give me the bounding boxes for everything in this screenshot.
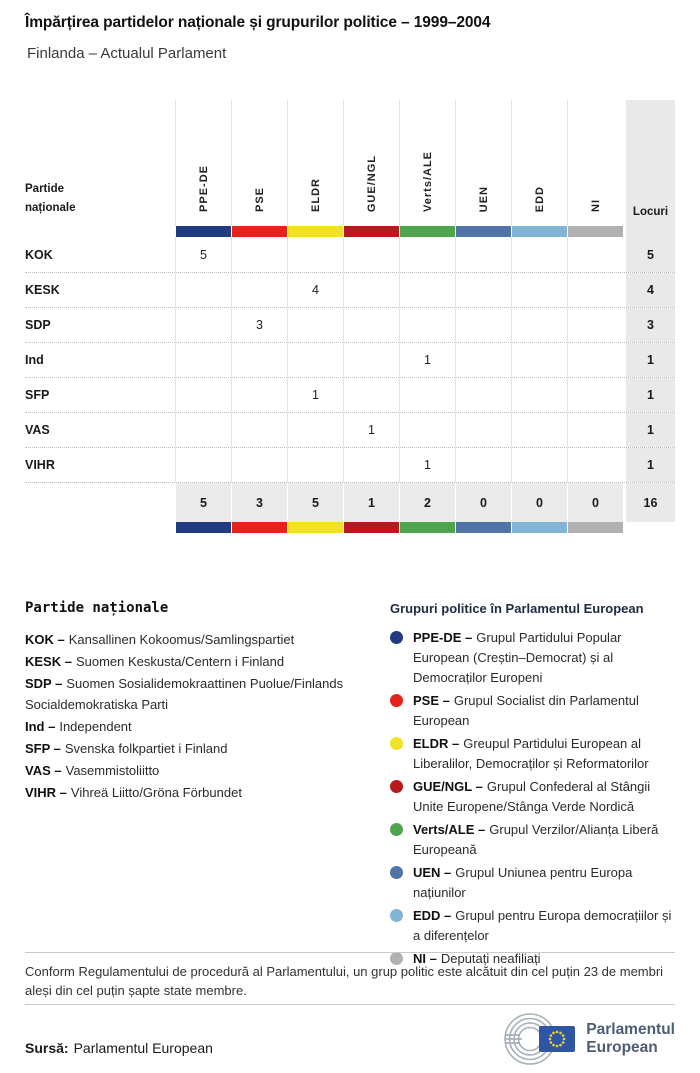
seats-cell: 1 bbox=[623, 378, 675, 412]
column-header-edd: EDD bbox=[511, 100, 567, 226]
table-totals-row: 5 3 5 1 2 0 0 0 16 bbox=[25, 482, 675, 522]
group-color-bar bbox=[175, 522, 231, 533]
table-row-kesk: KESK 4 4 bbox=[25, 272, 675, 307]
legend-item-gue-ngl: GUE/NGL – Grupul Confederal al Stângii Unite Europene/Stânga Verde Nordică bbox=[390, 777, 680, 817]
row-header-label: Partide naționale bbox=[25, 183, 76, 214]
page-subtitle: Finlanda – Actualul Parlament bbox=[27, 45, 227, 62]
group-color-bar bbox=[511, 522, 567, 533]
seats-cell: 1 bbox=[623, 448, 675, 482]
party-label: KESK bbox=[25, 283, 60, 297]
ppe-de-color-dot bbox=[390, 631, 403, 644]
column-header-ppe-de: PPE-DE bbox=[175, 100, 231, 226]
column-header-verts-ale: Verts/ALE bbox=[399, 100, 455, 226]
group-color-bar bbox=[343, 226, 399, 237]
group-color-bar bbox=[175, 226, 231, 237]
table-row-sfp: SFP 1 1 bbox=[25, 377, 675, 412]
table-row-vihr: VIHR 1 1 bbox=[25, 447, 675, 482]
uen-color-dot bbox=[390, 866, 403, 879]
footer-divider-top bbox=[25, 952, 675, 953]
table-row-vas: VAS 1 1 bbox=[25, 412, 675, 447]
legend-item-uen: UEN – Grupul Uniunea pentru Europa națiunilor bbox=[390, 863, 680, 903]
eu-flag-icon bbox=[539, 1026, 575, 1052]
legend-item-vihr: VIHR – Vihreä Liitto/Gröna Förbundet bbox=[25, 785, 242, 800]
party-label: KOK bbox=[25, 247, 53, 262]
legend-item-verts-ale: Verts/ALE – Grupul Verzilor/Alianța Liberă Europeană bbox=[390, 820, 680, 860]
legend-item-ni: NI – Deputați neafiliați bbox=[390, 949, 680, 969]
legend-item-sdp: SDP – Suomen Sosialidemokraattinen Puolue/Finlands Socialdemokratiska Parti bbox=[25, 676, 344, 712]
party-label: VIHR bbox=[25, 458, 55, 472]
legend-parties-heading: Partide naționale bbox=[25, 600, 169, 616]
legend-item-ppe-de: PPE-DE – Grupul Partidului Popular European (Creștin–Democrat) și al Democraților Europeni bbox=[390, 628, 680, 688]
gue-ngl-color-dot bbox=[390, 780, 403, 793]
european-parliament-logo bbox=[503, 1012, 675, 1066]
legend-political-groups bbox=[390, 601, 680, 972]
group-color-bar bbox=[567, 522, 623, 533]
legend-item-ind: Ind – Independent bbox=[25, 719, 132, 734]
party-label: Ind bbox=[25, 353, 44, 367]
seats-cell: 4 bbox=[623, 273, 675, 307]
logo-wordmark: Parlamentul European bbox=[586, 1021, 675, 1056]
group-color-bar bbox=[399, 226, 455, 237]
group-color-bar bbox=[567, 226, 623, 237]
source-line bbox=[25, 1040, 213, 1056]
column-header-eldr: ELDR bbox=[287, 100, 343, 226]
edd-color-dot bbox=[390, 909, 403, 922]
column-header-uen: UEN bbox=[455, 100, 511, 226]
pse-color-dot bbox=[390, 694, 403, 707]
group-color-bar bbox=[287, 522, 343, 533]
group-color-bar bbox=[287, 226, 343, 237]
legend-national-parties bbox=[25, 600, 370, 804]
table-row-sdp: SDP 3 3 bbox=[25, 307, 675, 342]
table-header-row bbox=[25, 100, 675, 226]
footer-divider-bottom bbox=[25, 1004, 675, 1005]
column-header-gue-ngl: GUE/NGL bbox=[343, 100, 399, 226]
group-color-bar bbox=[455, 522, 511, 533]
legend-item-kok: KOK – Kansallinen Kokoomus/Samlingspartiet bbox=[25, 632, 295, 647]
eldr-color-dot bbox=[390, 737, 403, 750]
legend-groups-heading: Grupuri politice în Parlamentul European bbox=[390, 601, 644, 616]
seats-table bbox=[25, 100, 675, 533]
legend-item-pse: PSE – Grupul Socialist din Parlamentul European bbox=[390, 691, 680, 731]
source-value: Parlamentul European bbox=[73, 1040, 213, 1056]
group-color-bar bbox=[231, 226, 287, 237]
group-color-bars-top bbox=[25, 226, 675, 237]
seats-cell: 1 bbox=[623, 343, 675, 377]
group-color-bar bbox=[399, 522, 455, 533]
legend-item-sfp: SFP – Svenska folkpartiet i Finland bbox=[25, 741, 228, 756]
group-color-bar bbox=[511, 226, 567, 237]
column-header-ni: NI bbox=[567, 100, 623, 226]
table-row-kok: KOK 5 5 bbox=[25, 237, 675, 272]
group-color-bar bbox=[455, 226, 511, 237]
legend-item-edd: EDD – Grupul pentru Europa democrațiilor și a diferențelor bbox=[390, 906, 680, 946]
source-label: Sursă: bbox=[25, 1040, 69, 1056]
legend-item-vas: VAS – Vasemmistoliitto bbox=[25, 763, 160, 778]
legend-item-eldr: ELDR – Greupul Partidului European al Liberalilor, Democraților și Reformatorilor bbox=[390, 734, 680, 774]
table-row-ind: Ind 1 1 bbox=[25, 342, 675, 377]
party-label: SDP bbox=[25, 318, 51, 332]
seats-cell: 1 bbox=[623, 413, 675, 447]
seats-cell: 3 bbox=[623, 308, 675, 342]
seats-cell: 5 bbox=[623, 237, 675, 272]
footnote: Conform Regulamentului de procedură al Parlamentului, un grup politic este alcătuit din cel puțin 23 de membri aleși din cel puțin șapte state membre. bbox=[25, 964, 664, 998]
seats-column-header: Locuri bbox=[623, 100, 675, 226]
parliament-hemicycle-icon bbox=[503, 1012, 577, 1066]
total-seats-cell: 16 bbox=[623, 483, 675, 522]
party-label: SFP bbox=[25, 388, 50, 402]
verts-ale-color-dot bbox=[390, 823, 403, 836]
group-color-bar bbox=[343, 522, 399, 533]
column-header-pse: PSE bbox=[231, 100, 287, 226]
group-color-bars-bottom bbox=[25, 522, 675, 533]
legend-item-kesk: KESK – Suomen Keskusta/Centern i Finland bbox=[25, 654, 285, 669]
page-title: Împărțirea partidelor naționale și grupurilor politice – 1999–2004 bbox=[25, 14, 491, 31]
party-label: VAS bbox=[25, 423, 50, 437]
group-color-bar bbox=[231, 522, 287, 533]
